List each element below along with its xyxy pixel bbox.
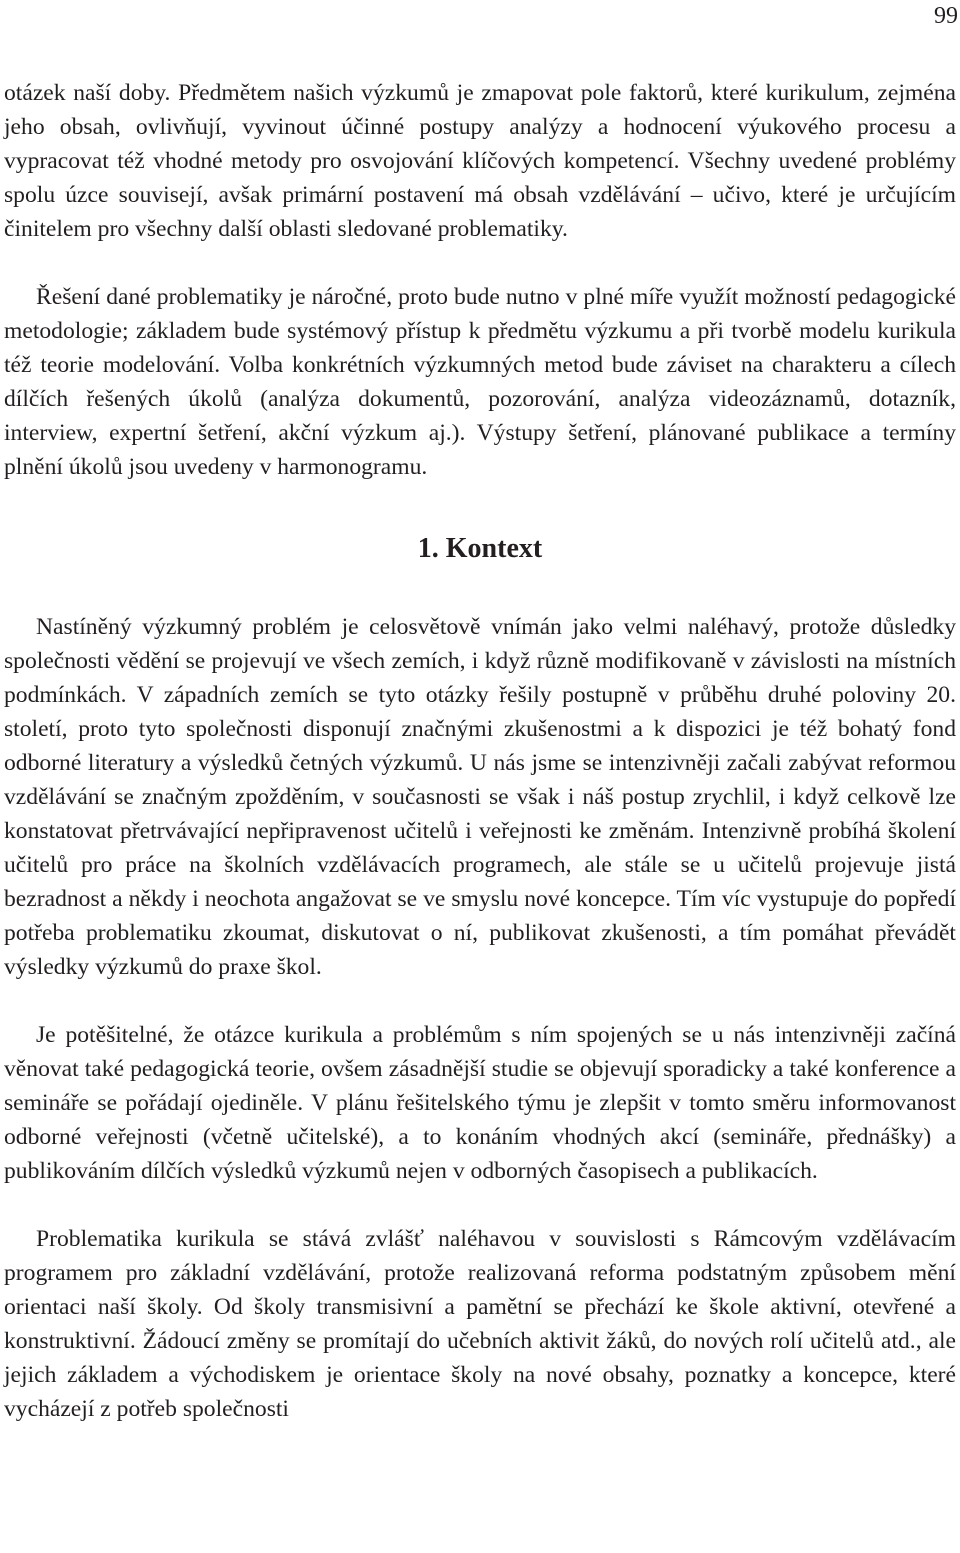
paragraph-framework-program: Problematika kurikula se stává zvlášť naléhavou v souvislosti s Rámcovým vzdělávacím programem pro základní vzdělávání, protože realizovaná reforma podstatným způsobem mění orientaci naší školy. Od školy transmisivní a pamětní se přechází ke škole aktivní, otevřené a konstruktivní. Žádoucí změny se promítají do učebních aktivit žáků, do nových rolí učitelů atd., ale jejich základem a východiskem je orientace školy na nové obsahy, poznatky a koncepce, které vycházejí z potřeb společnosti <box>4 1226 956 1422</box>
paragraph-methodology: Řešení dané problematiky je náročné, proto bude nutno v plné míře využít možností pedagogické metodologie; základem bude systémový přístup k předmětu výzkumu a při tvorbě modelu kurikula též teorie modelování. Volba konkrétních výzkumných metod bude záviset na charakteru a cílech dílčích řešených úkolů (analýza dokumentů, pozorování, analýza videozáznamů, dotazník, interview, expertní šetření, akční výzkum aj.). Výstupy šetření, plánované publikace a termíny plnění úkolů jsou uvedeny v harmonogramu. <box>4 284 956 480</box>
page-body <box>4 76 956 1426</box>
paragraph-context: Nastíněný výzkumný problém je celosvětově vnímán jako velmi naléhavý, protože důsledky společnosti vědění se projevují ve všech zemích, i když různě modifikovaně v závislosti na místních podmínkách. V západních zemích se tyto otázky řešily postupně v průběhu druhé poloviny 20. století, proto tyto společnosti disponují značnými zkušenostmi a k dispozici je též bohatý fond odborné literatury a výsledků četných výzkumů. U nás jsme se intenzivněji začali zabývat reformou vzdělávání se značným zpožděním, v současnosti se však i náš postup zrychlil, i když celkově lze konstatovat přetrvávající nepřipravenost učitelů i veřejnosti ke změnám. Intenzivně probíhá školení učitelů pro práce na školních vzdělávacích programech, ale stále se u učitelů projevuje jistá bezradnost a někdy i neochota angažovat se ve smyslu nové koncepce. Tím víc vystupuje do popředí potřeba problematiku zkoumat, diskutovat o ní, publikovat zkušenosti, a tím pomáhat převádět výsledky výzkumů do praxe škol. <box>4 614 956 980</box>
paragraph-theory-interest: Je potěšitelné, že otázce kurikula a problémům s ním spojených se u nás intenzivněji začíná věnovat také pedagogická teorie, ovšem zásadnější studie se objevují sporadicky a také konference a semináře se pořádají ojediněle. V plánu řešitelského týmu je zlepšit v tomto směru informovanost odborné veřejnosti (včetně učitelské), a to konáním vhodných akcí (semináře, přednášky) a publikováním dílčích výsledků výzkumů nejen v odborných časopisech a publikacích. <box>4 1022 956 1184</box>
paragraph-research-aims: otázek naší doby. Předmětem našich výzkumů je zmapovat pole faktorů, které kurikulum, zejména jeho obsah, ovlivňují, vyvinout účinné postupy analýzy a hodnocení výukového procesu a vypracovat též vhodné metody pro osvojování klíčových kompetencí. Všechny uvedené problémy spolu úzce souvisejí, avšak primární postavení má obsah vzdělávání – učivo, které je určujícím činitelem pro všechny další oblasti sledované problematiky. <box>4 80 956 242</box>
section-heading: 1. Kontext <box>417 533 543 564</box>
page-number: 99 <box>934 3 958 29</box>
